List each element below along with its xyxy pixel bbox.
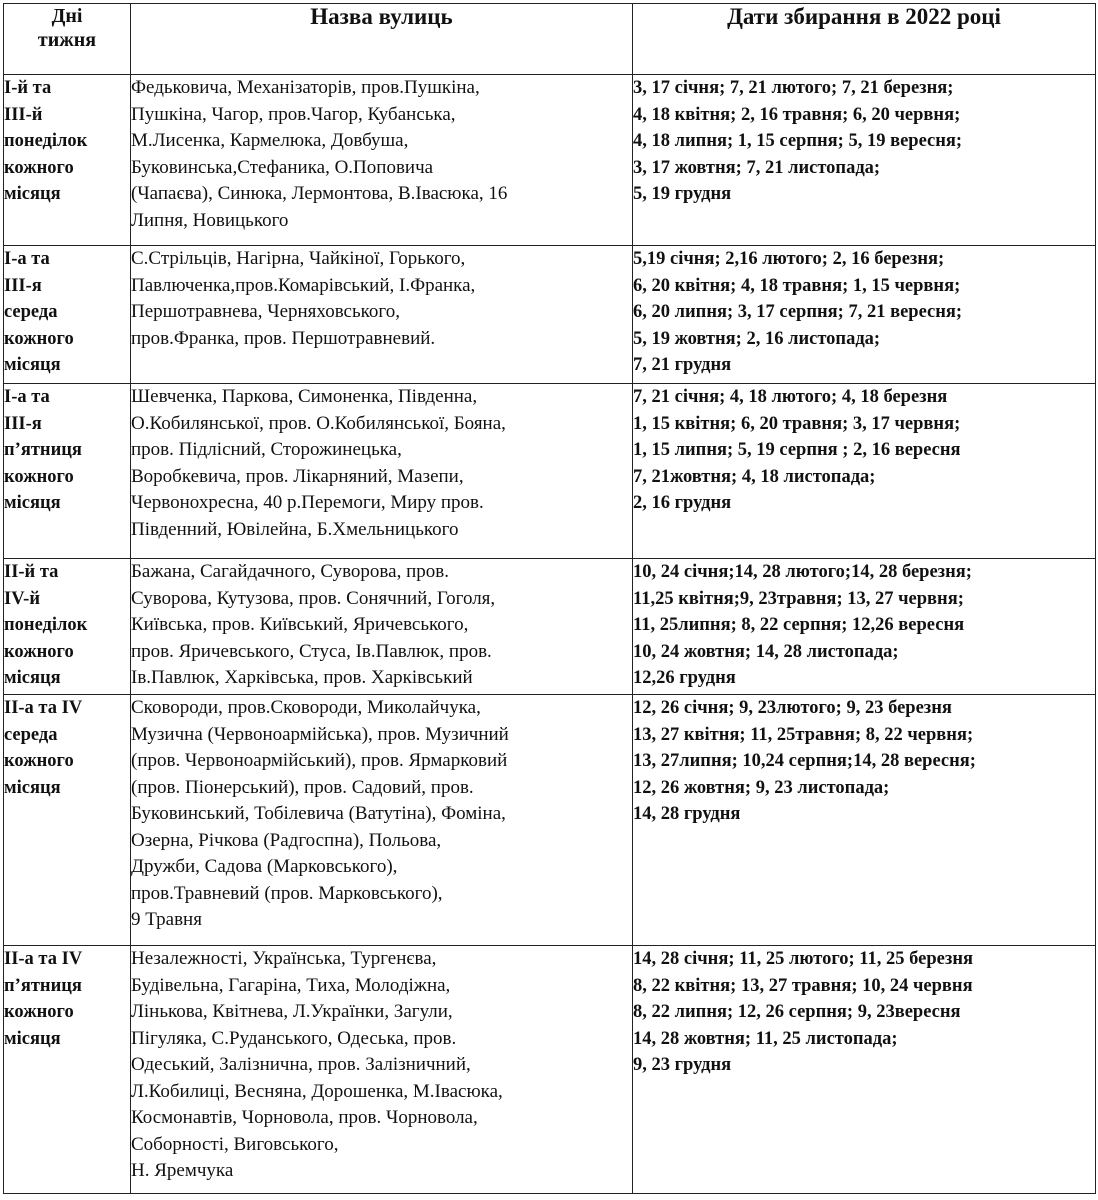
table-row [4,246,1096,384]
dates-cell: 3, 17 січня; 7, 21 лютого; 7, 21 березня; 4, 18 квітня; 2, 16 травня; 6, 20 червня; 4, 18 липня; 1, 15 серпня; 5, 19 вересня; 3, 17 жовтня; 7, 21 листопада; 5, 19 грудня [633,75,1096,246]
header-dates-column: Дати збирання в 2022 році [633,4,1096,75]
dates-cell: 5,19 січня; 2,16 лютого; 2, 16 березня; 6, 20 квітня; 4, 18 травня; 1, 15 червня; 6, 20 липня; 3, 17 серпня; 7, 21 вересня; 5, 19 жовтня; 2, 16 листопада; 7, 21 грудня [633,246,1096,384]
day-cell: І-а та ІІІ-я середа кожного місяця [4,246,131,384]
streets-cell: С.Стрільців, Нагірна, Чайкіної, Горького, Павлюченка,пров.Комарівський, І.Франка, Першотравнева, Черняховського, пров.Франка, пров. Першотравневий. [131,246,633,384]
table-row [4,695,1096,946]
day-cell: ІІ-а та ІV середа кожного місяця [4,695,131,946]
streets-cell: Незалежності, Українська, Тургенєва, Будівельна, Гагаріна, Тиха, Молодіжна, Лінькова, Квітнева, Л.Українки, Загули, Пігуляка, С.Руданського, Одеська, пров. Одеський, Залізнична, пров. Залізничний, Л.Кобилиці, Весняна, Дорошенка, М.Івасюка, Космонавтів, Чорновола, пров. Чорновола, Соборності, Виговського, Н. Яремчука [131,946,633,1194]
streets-cell: Шевченка, Паркова, Симоненка, Південна, О.Кобилянської, пров. О.Кобилянської, Бояна, пров. Підлісний, Сторожинецька, Воробкевича, пров. Лікарняний, Мазепи, Червонохресна, 40 р.Перемоги, Миру пров. Південний, Ювілейна, Б.Хмельницького [131,384,633,559]
streets-cell: Сковороди, пров.Сковороди, Миколайчука, Музична (Червоноармійська), пров. Музичний (пров. Червоноармійський), пров. Ярмарковий (пров. Піонерський), пров. Садовий, пров. Буковинський, Тобілевича (Ватутіна), Фоміна, Озерна, Річкова (Радгоспна), Польова, Дружби, Садова (Марковського), пров.Травневий (пров. Марковського), 9 Травня [131,695,633,946]
dates-cell: 14, 28 січня; 11, 25 лютого; 11, 25 березня 8, 22 квітня; 13, 27 травня; 10, 24 червня 8, 22 липня; 12, 26 серпня; 9, 23вересня 14, 28 жовтня; 11, 25 листопада; 9, 23 грудня [633,946,1096,1194]
header-streets-column: Назва вулиць [131,4,633,75]
dates-cell: 10, 24 січня;14, 28 лютого;14, 28 березня; 11,25 квітня;9, 23травня; 13, 27 червня; 11, 25липня; 8, 22 серпня; 12,26 вересня 10, 24 жовтня; 14, 28 листопада; 12,26 грудня [633,559,1096,695]
dates-cell: 12, 26 січня; 9, 23лютого; 9, 23 березня 13, 27 квітня; 11, 25травня; 8, 22 червня; 13, 27липня; 10,24 серпня;14, 28 вересня; 12, 26 жовтня; 9, 23 листопада; 14, 28 грудня [633,695,1096,946]
header-day-column: Дні тижня [4,4,131,75]
collection-schedule-table [3,3,1096,1194]
streets-cell: Бажана, Сагайдачного, Суворова, пров. Суворова, Кутузова, пров. Сонячний, Гоголя, Київська, пров. Київський, Яричевського, пров. Яричевського, Стуса, Ів.Павлюк, пров. Ів.Павлюк, Харківська, пров. Харківський [131,559,633,695]
table-row [4,75,1096,246]
day-cell: І-а та ІІІ-я п’ятниця кожного місяця [4,384,131,559]
table-row [4,559,1096,695]
day-cell: І-й та ІІІ-й понеділок кожного місяця [4,75,131,246]
header-row [4,4,1096,75]
table-row [4,384,1096,559]
streets-cell: Федьковича, Механізаторів, пров.Пушкіна, Пушкіна, Чагор, пров.Чагор, Кубанська, М.Лисенка, Кармелюка, Довбуша, Буковинська,Стефаника, О.Поповича (Чапаєва), Синюка, Лермонтова, В.Івасюка, 16 Липня, Новицького [131,75,633,246]
day-cell: ІІ-й та ІV-й понеділок кожного місяця [4,559,131,695]
day-cell: ІІ-а та ІV п’ятниця кожного місяця [4,946,131,1194]
table-row [4,946,1096,1194]
dates-cell: 7, 21 січня; 4, 18 лютого; 4, 18 березня 1, 15 квітня; 6, 20 травня; 3, 17 червня; 1, 15 липня; 5, 19 серпня ; 2, 16 вересня 7, 21жовтня; 4, 18 листопада; 2, 16 грудня [633,384,1096,559]
